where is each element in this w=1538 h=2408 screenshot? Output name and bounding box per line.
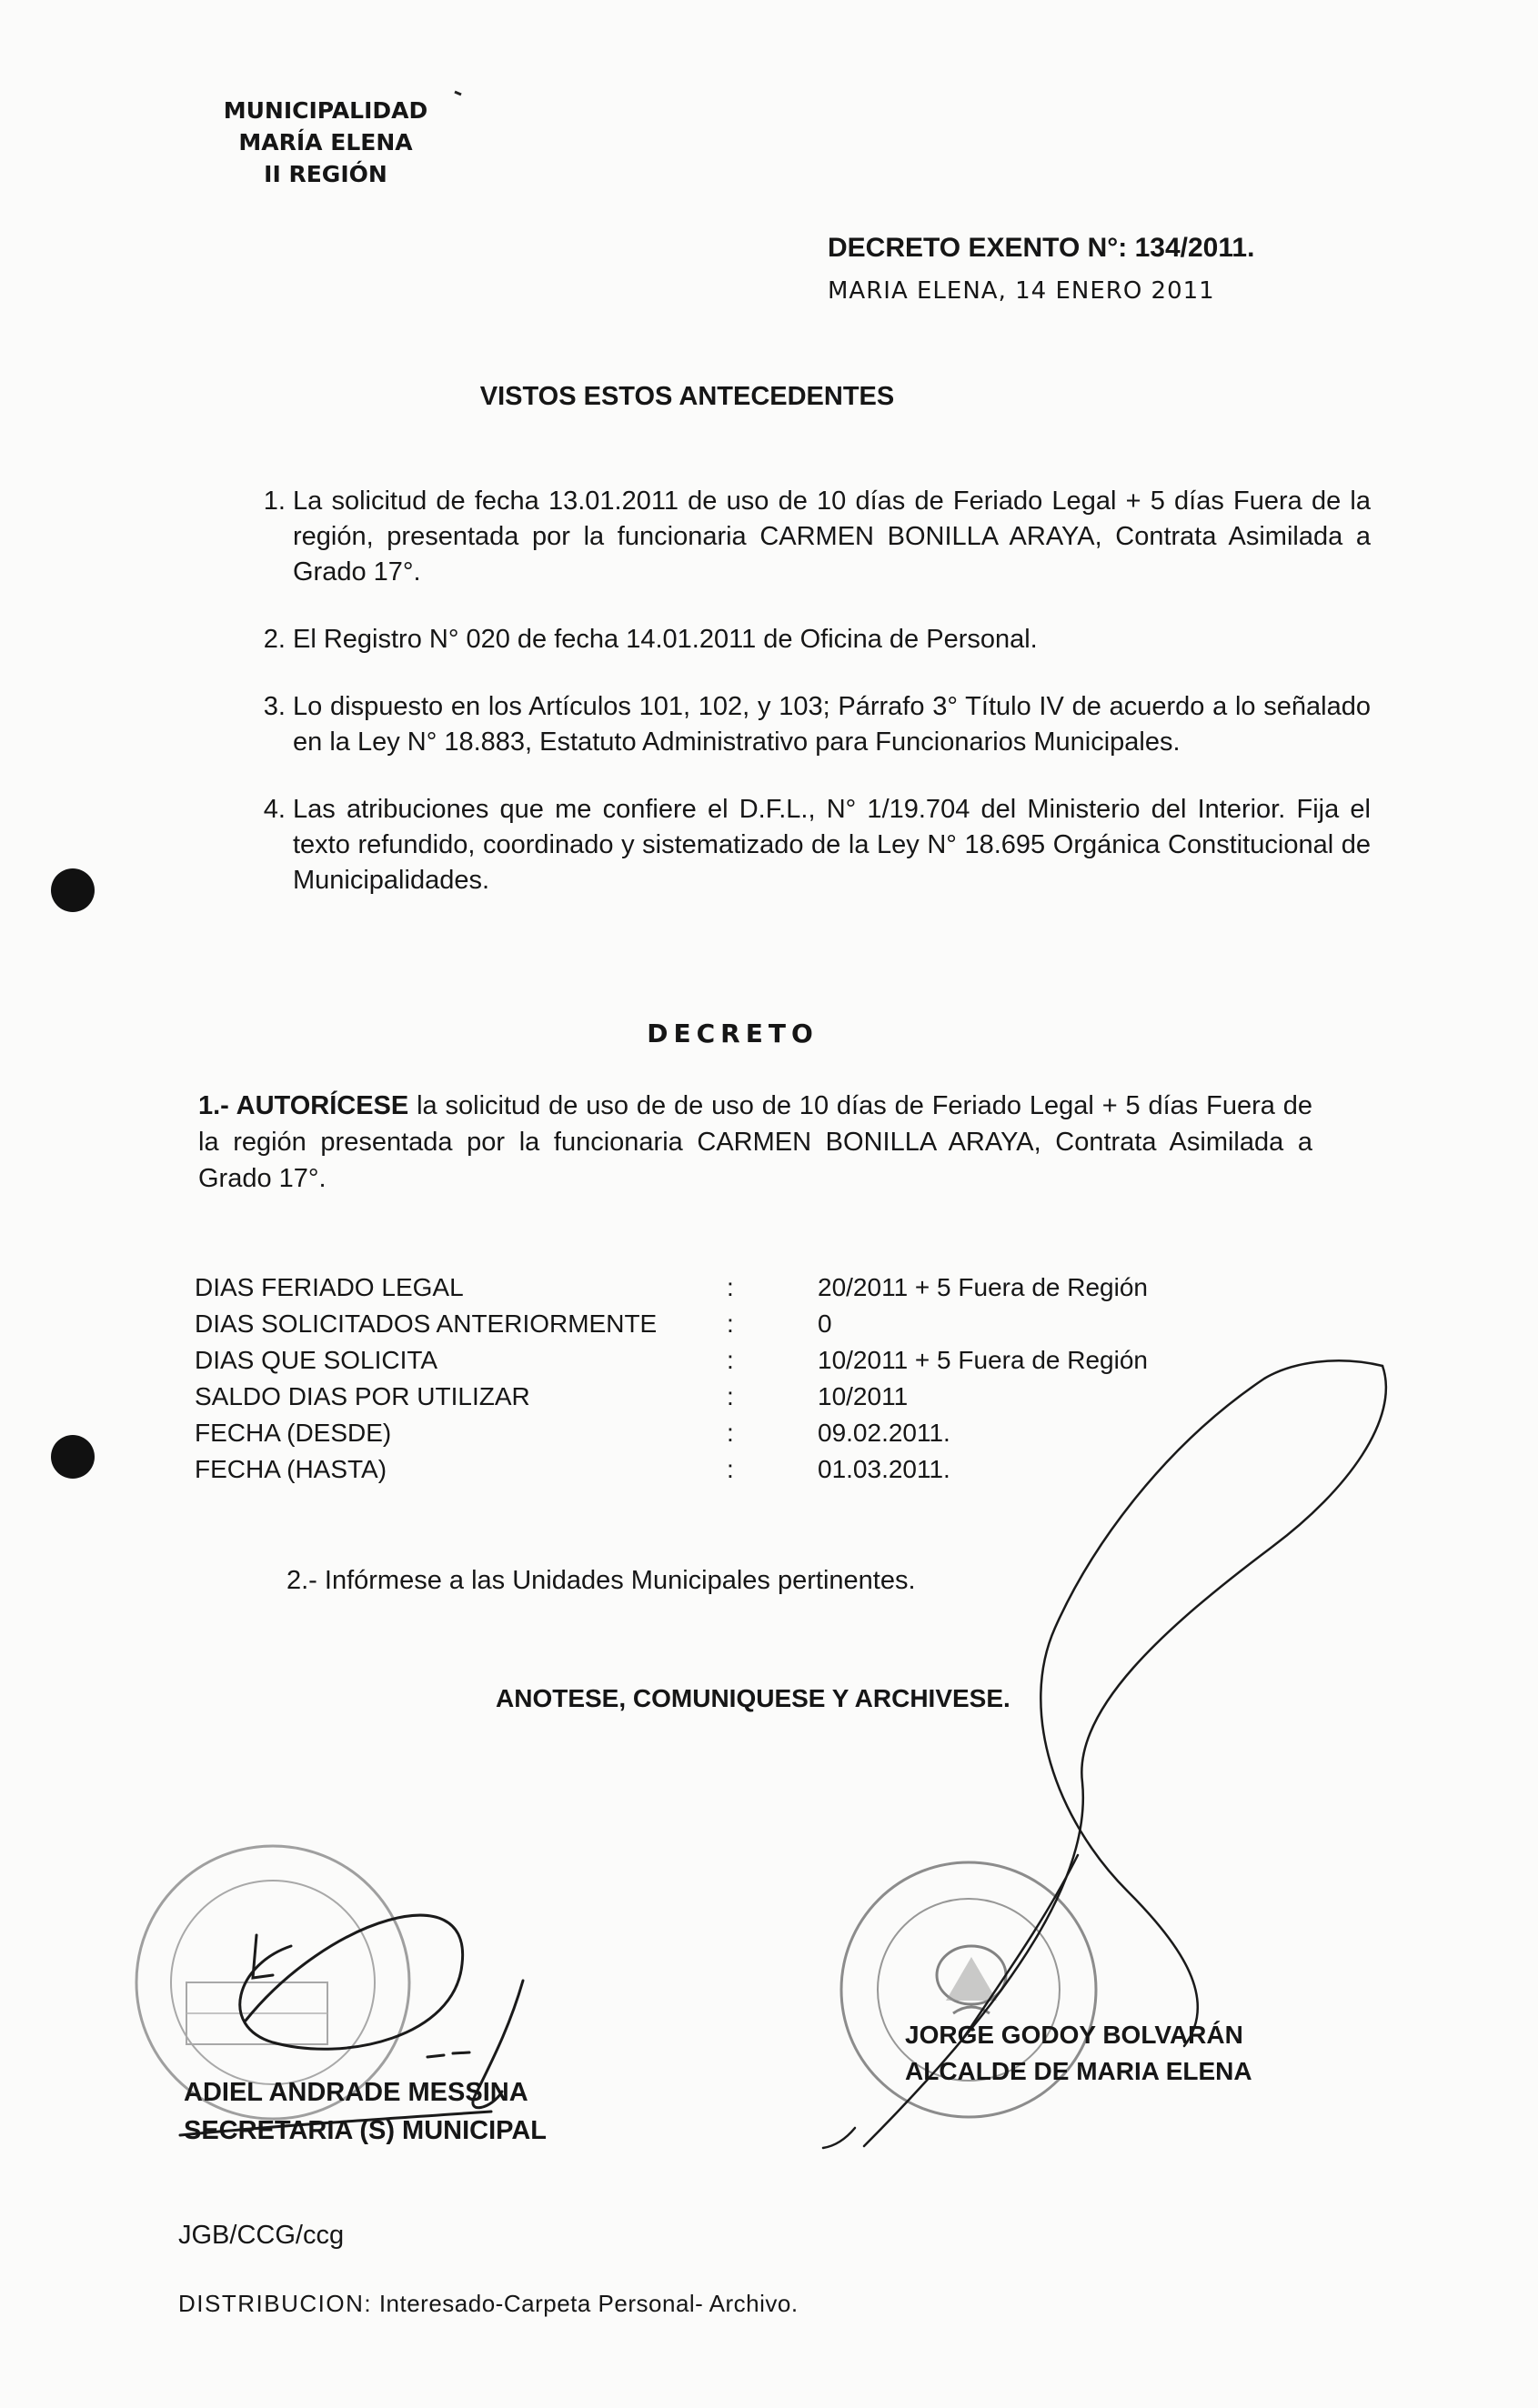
row-separator: : [727,1309,734,1338]
header-town: MARÍA ELENA [238,129,413,156]
header-region: II REGIÓN [264,161,387,187]
antecedente-item: 2. El Registro N° 020 de fecha 14.01.2011 de Oficina de Personal. [293,622,1371,657]
row-separator: : [727,1273,734,1301]
antecedente-item: 1. La solicitud de fecha 13.01.2011 de uso de 10 días de Feriado Legal + 5 días Fuera de la región, presentada por la funcionaria CARMEN BONILLA ARAYA, Contrata Asimilada a Grado 17°. [293,484,1371,590]
row-value: 0 [818,1309,832,1338]
mayor-name: JORGE GODOY BOLVARÁN [905,2021,1243,2049]
mayor-signature-block [905,2017,1252,2090]
header-municipality: MUNICIPALIDAD [223,97,428,124]
authorize-label: 1.- AUTORÍCESE [198,1091,409,1120]
vistos-title: VISTOS ESTOS ANTECEDENTES [479,382,895,411]
decree-place-date: MARIA ELENA, 14 ENERO 2011 [828,277,1215,305]
secretary-title: SECRETARIA (S) MUNICIPAL [184,2116,548,2145]
scan-mark [455,92,461,95]
closing-formula: ANOTESE, COMUNIQUESE Y ARCHIVESE. [496,1684,1010,1712]
row-value: 20/2011 + 5 Fuera de Región [818,1273,1148,1301]
antecedente-item: 4. Las atribuciones que me confiere el D.F.L., N° 1/19.704 del Ministerio del Interior. Fija el texto refundido, coordinado y sistematizado de la Ley N° 18.695 Orgánica Constitucional de Municipalidades. [293,792,1371,898]
row-separator: : [727,1382,734,1410]
distribution-label: DISTRIBUCION: [178,2290,373,2317]
mayor-title: ALCALDE DE MARIA ELENA [905,2057,1252,2085]
row-label: FECHA (HASTA) [195,1455,387,1483]
row-label: SALDO DIAS POR UTILIZAR [195,1382,530,1410]
row-value: 10/2011 [818,1382,909,1410]
punch-hole [51,868,95,912]
row-separator: : [727,1419,734,1447]
row-label: DIAS SOLICITADOS ANTERIORMENTE [195,1309,658,1338]
row-value: 10/2011 + 5 Fuera de Región [818,1346,1148,1374]
authorize-text: la solicitud de uso de de uso de 10 días de Feriado Legal + 5 días Fuera de la región presentada por la funcionaria CARMEN BONILLA ARAYA, Contrata Asimilada a Grado 17°. [198,1091,1312,1193]
row-value: 01.03.2011. [818,1455,950,1483]
row-separator: : [727,1346,734,1374]
secretary-signature-block [184,2073,547,2150]
row-value: 09.02.2011. [818,1419,950,1447]
antecedente-item: 3. Lo dispuesto en los Artículos 101, 102, y 103; Párrafo 3° Título IV de acuerdo a lo señalado en la Ley N° 18.883, Estatuto Administrativo para Funcionarios Municipales. [293,689,1371,760]
decree-number: DECRETO EXENTO N°: 134/2011. [828,233,1255,263]
inform-paragraph: 2.- Infórmese a las Unidades Municipales pertinentes. [286,1566,916,1595]
row-separator: : [727,1455,734,1483]
secretary-name: ADIEL ANDRADE MESSINA [184,2078,528,2107]
responsibility-initials: JGB/CCG/ccg [178,2221,345,2250]
distribution-text: Interesado-Carpeta Personal- Archivo. [378,2290,799,2317]
punch-hole [51,1435,95,1479]
row-label: DIAS FERIADO LEGAL [195,1273,464,1301]
row-label: DIAS QUE SOLICITA [195,1346,438,1374]
distribution-line [178,2290,799,2318]
decreto-title: DECRETO [647,1018,819,1048]
row-label: FECHA (DESDE) [195,1419,392,1447]
